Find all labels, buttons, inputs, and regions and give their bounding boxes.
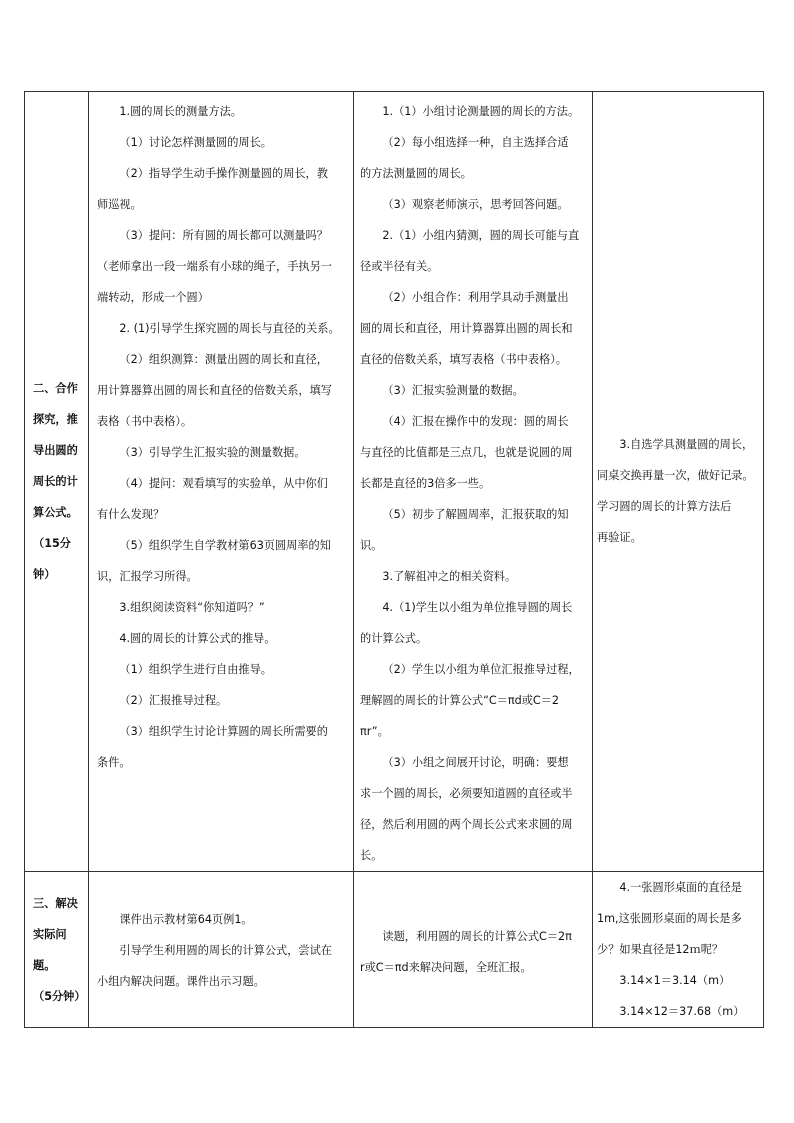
teacher-line: （3）组织学生讨论计算圆的周长所需要的 [119,725,328,738]
stage-line: 三、解决 [33,896,78,910]
teacher-activity-cell [89,92,354,872]
student-line: 与直径的比值都是三点几，也就是说圆的周 [360,446,573,459]
stage-line: 探究，推 [33,413,78,426]
student-line: 的方法测量圆的周长。 [360,167,472,180]
stage-line: 导出圆的 [33,444,78,457]
practice-line: 3.14×12＝37.68（m） [619,1005,745,1018]
stage-line: 二、合作 [33,382,78,395]
lesson-plan-table [24,91,764,1028]
teacher-line: （老师拿出一段一端系有小球的绳子，手执另一 [97,260,332,273]
student-line: （3）小组之间展开讨论，明确：要想 [382,756,569,769]
teacher-line: （2）汇报推导过程。 [119,694,228,707]
student-line: 1.（1）小组讨论测量圆的周长的方法。 [382,105,580,118]
student-activity-cell [354,872,593,1028]
stage-line: （15分钟） [33,537,71,581]
practice-line: 同桌交换再量一次，做好记录。 [597,469,754,482]
teacher-line: （1）组织学生进行自由推导。 [119,663,272,676]
student-line: 4.（1)学生以小组为单位推导圆的周长 [382,601,573,614]
teacher-line: 3.组织阅读资料“你知道吗？” [119,601,265,614]
student-line: 3.了解祖冲之的相关资料。 [382,570,517,583]
teacher-line: （4）提问：观看填写的实验单，从中你们 [119,477,328,490]
practice-line: 学习圆的周长的计算方法后 [597,500,732,513]
teacher-line: 4.圆的周长的计算公式的推导。 [119,632,276,645]
teacher-line: 识，汇报学习所得。 [97,570,198,583]
teacher-line: （3）提问：所有圆的周长都可以测量吗？ [119,229,328,242]
teacher-line: 有什么发现？ [97,508,165,521]
teacher-line: 课件出示教材第64页例1。 [119,913,253,926]
student-line: 的计算公式。 [360,632,428,645]
practice-line: 再验证。 [597,531,642,544]
teacher-line: （5）组织学生自学教材第63页圆周率的知 [119,539,331,552]
stage-line: （5分钟） [33,989,86,1003]
practice-cell [593,872,764,1028]
student-line: 径，然后利用圆的两个周长公式来求圆的周 [360,818,573,831]
student-line: （5）初步了解圆周率，汇报获取的知 [382,508,569,521]
teacher-line: 1.圆的周长的测量方法。 [119,105,242,118]
practice-line: 4.一张圆形桌面的直径是 [619,881,742,894]
student-line: （3）观察老师演示，思考回答问题。 [382,198,569,211]
student-line: 求一个圆的周长，必须要知道圆的直径或半 [360,787,573,800]
teacher-line: 引导学生利用圆的周长的计算公式，尝试在 [119,944,332,957]
student-line: （2）每小组选择一种，自主选择合适 [382,136,569,149]
student-line: 2.（1）小组内猜测，圆的周长可能与直 [382,229,580,242]
teacher-line: 用计算器算出圆的周长和直径的倍数关系，填写 [97,384,332,397]
student-line: 长。 [360,849,383,862]
table-row-cooperative-inquiry [25,92,764,872]
student-line: 识。 [360,539,383,552]
practice-line: 3.14×1＝3.14（m） [619,974,731,987]
student-line: r或C＝πd来解决问题，全班汇报。 [360,961,532,974]
practice-line: 3.自选学具测量圆的周长， [619,438,754,451]
teacher-line: （2）指导学生动手操作测量圆的周长，教 [119,167,328,180]
student-line: 圆的周长和直径，用计算器算出圆的周长和 [360,322,573,335]
student-line: （4）汇报在操作中的发现：圆的周长 [382,415,569,428]
stage-cell [25,872,89,1028]
teacher-line: （2）组织测算：测量出圆的周长和直径， [119,353,328,366]
student-line: 长都是直径的3倍多一些。 [360,477,491,490]
stage-line: 算公式。 [33,506,78,519]
student-line: 直径的倍数关系，填写表格（书中表格）。 [360,353,567,366]
stage-cell [25,92,89,872]
stage-line: 周长的计 [33,475,78,488]
practice-cell [593,92,764,872]
teacher-line: （3）引导学生汇报实验的测量数据。 [119,446,306,459]
student-line: 读题，利用圆的周长的计算公式C＝2π [382,930,572,943]
stage-line: 实际问题。 [33,927,67,972]
table-row-solve-problems [25,872,764,1028]
student-line: （2）学生以小组为单位汇报推导过程， [382,663,580,676]
student-line: 径或半径有关。 [360,260,439,273]
practice-line: 少？如果直径是12ｍ呢？ [597,943,724,956]
teacher-line: （1）讨论怎样测量圆的周长。 [119,136,272,149]
student-line: πr”。 [360,725,389,738]
practice-line: 1m,这张圆形桌面的周长是多 [597,912,742,925]
student-line: （2）小组合作：利用学具动手测量出 [382,291,569,304]
teacher-activity-cell [89,872,354,1028]
student-activity-cell [354,92,593,872]
student-line: 理解圆的周长的计算公式“C＝πd或C＝2 [360,694,559,707]
student-line: （3）汇报实验测量的数据。 [382,384,524,397]
teacher-line: 条件。 [97,756,131,769]
teacher-line: 小组内解决问题。课件出示习题。 [97,975,265,988]
teacher-line: 师巡视。 [97,198,142,211]
teacher-line: 2. (1)引导学生探究圆的周长与直径的关系。 [119,322,340,335]
teacher-line: 表格（书中表格）。 [97,415,193,428]
teacher-line: 端转动，形成一个圆） [97,291,209,304]
